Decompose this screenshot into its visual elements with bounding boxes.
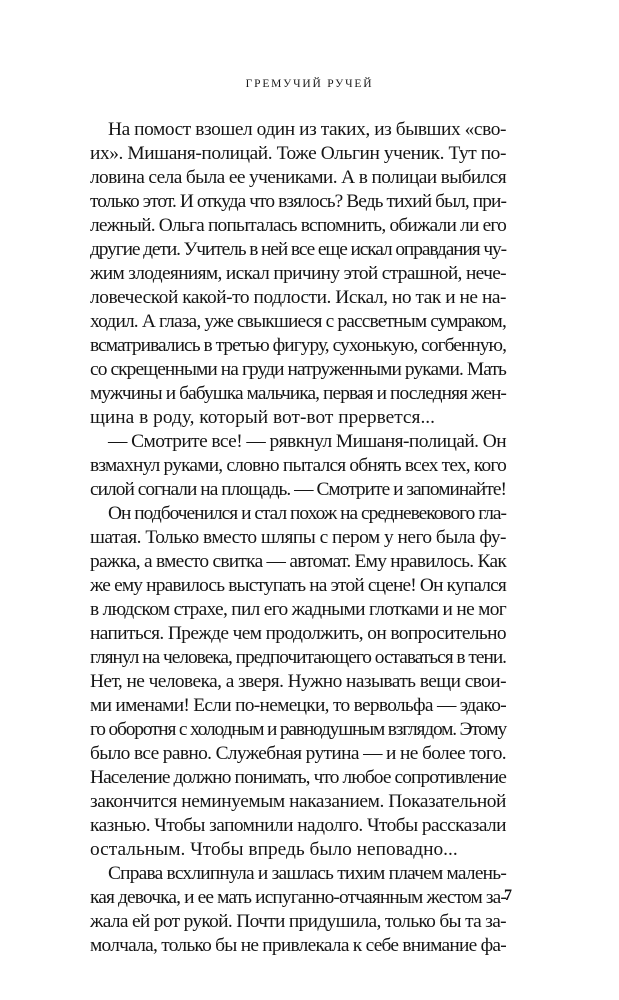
text-line: ловина села была ее учениками. А в полицаи выбился (90, 167, 506, 188)
text-line: щина в роду, который вот-вот прервется... (90, 407, 436, 428)
text-line: жим злодеяниям, искал причину этой страшной, нече- (90, 263, 506, 284)
text-line: лежный. Ольга попыталась вспомнить, обижали ли его (90, 215, 507, 236)
text-line: силой согнали на площадь. — Смотрите и запоминайте! (90, 479, 506, 500)
text-line: закончится неминуемым наказанием. Показательной (90, 791, 506, 812)
text-line: ми именами! Если по-немецки, то вервольфа — эдако- (90, 695, 506, 716)
running-head: ГРЕМУЧИЙ РУЧЕЙ (245, 78, 374, 90)
text-line: — Смотрите все! — рявкнул Мишаня-полицай. Он (108, 431, 507, 452)
text-line: глянул на человека, предпочитающего оставаться в тени. (90, 647, 507, 668)
text-line: шатая. Только вместо шляпы с пером у него была фу- (90, 527, 506, 548)
paragraph-3 (90, 502, 506, 862)
text-line: их». Мишаня-полицай. Тоже Ольгин ученик. Тут по- (90, 143, 506, 164)
text-line: Население должно понимать, что любое сопротивление (90, 767, 506, 788)
text-line: ражка, а вместо свитка — автомат. Ему нравилось. Как (90, 551, 507, 572)
text-line: Справа всхлипнула и зашлась тихим плачем малень- (108, 863, 507, 884)
body-text (90, 118, 506, 958)
text-line: в людском страхе, пил его жадными глотками и не мог (90, 599, 507, 620)
text-line: Он подбоченился и стал похож на средневекового гла- (108, 503, 506, 524)
text-line: взмахнул руками, словно пытался обнять всех тех, кого (90, 455, 507, 476)
paragraph-2 (90, 430, 506, 502)
text-line: напиться. Прежде чем продолжить, он вопросительно (90, 623, 507, 644)
page-number: 7 (504, 887, 512, 904)
text-line: молчала, только бы не привлекала к себе внимание фа- (90, 935, 506, 956)
text-line: всматривались в третью фигуру, сухонькую, согбенную, (90, 335, 507, 356)
text-line: казнью. Чтобы запомнили надолго. Чтобы рассказали (90, 815, 506, 836)
text-line: было все равно. Служебная рутина — и не более того. (90, 743, 506, 764)
text-line: другие дети. Учитель в ней все еще искал оправдания чу- (90, 239, 507, 260)
text-line: Нет, не человека, а зверя. Нужно называть вещи свои- (90, 671, 507, 692)
text-line: только этот. И откуда что взялось? Ведь тихий был, при- (90, 191, 507, 212)
text-line: мужчины и бабушка мальчика, первая и последняя жен- (90, 383, 506, 404)
text-line: же ему нравилось выступать на этой сцене! Он купался (90, 575, 507, 596)
text-line: кая девочка, и ее мать испуганно-отчаянным жестом за- (90, 887, 507, 908)
text-line: го оборотня с холодным и равнодушным взглядом. Этому (90, 719, 506, 740)
text-line: со скрещенными на груди натруженными руками. Мать (90, 359, 507, 380)
text-line: ловеческой какой-то подлости. Искал, но так и не на- (90, 287, 506, 308)
text-line: остальным. Чтобы впредь было неповадно... (90, 839, 458, 860)
text-line: ходил. А глаза, уже свыкшиеся с рассветным сумраком, (90, 311, 506, 332)
text-line: На помост взошел один из таких, из бывших «сво- (108, 119, 506, 140)
text-line: жала ей рот рукой. Почти придушила, только бы та за- (90, 911, 506, 932)
paragraph-4 (90, 862, 506, 958)
paragraph-1 (90, 118, 506, 430)
